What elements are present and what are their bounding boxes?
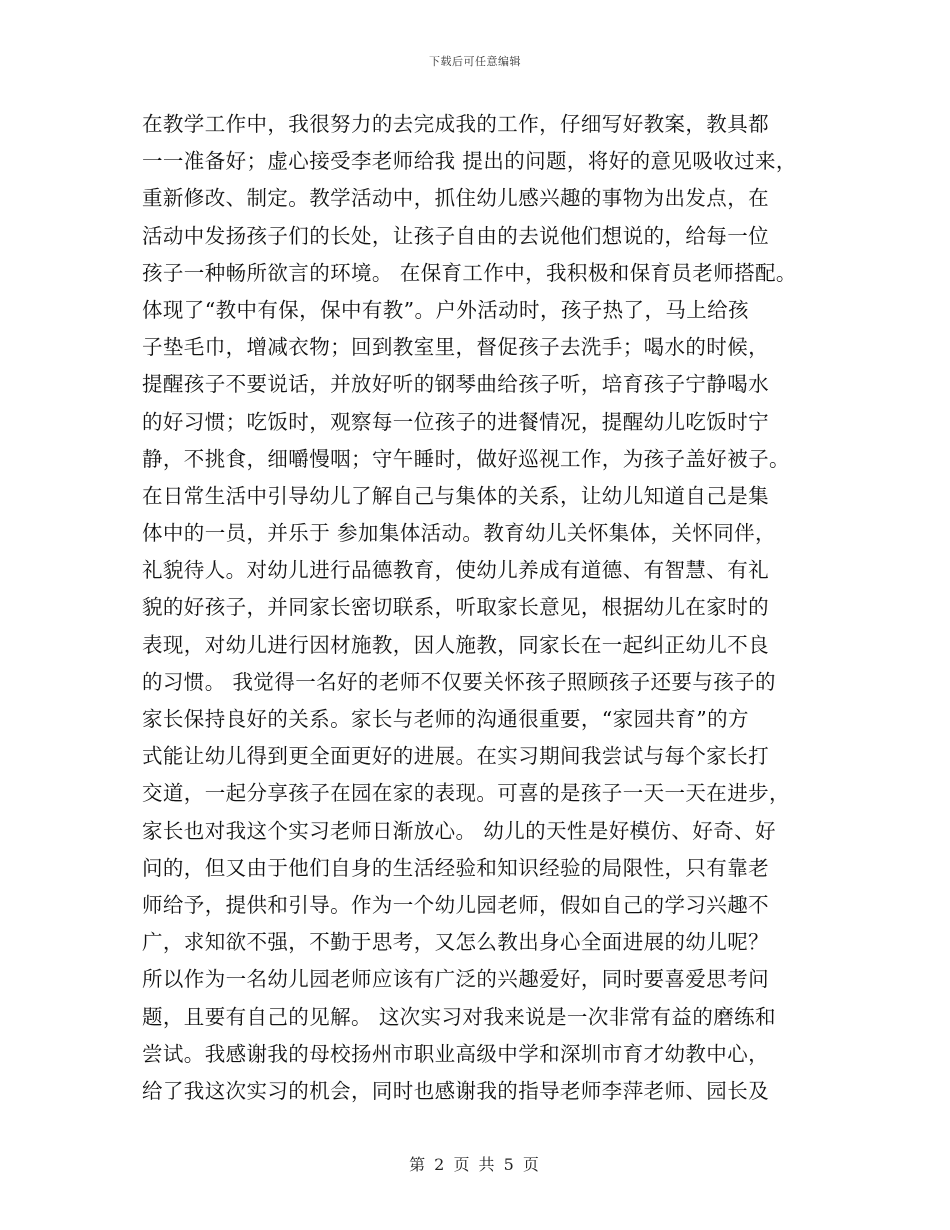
text-line: 表现，对幼儿进行因材施教，因人施教，同家长在一起纠正幼儿不良 (142, 632, 769, 657)
text-line: 题，且要有自己的见解。 这次实习对我来说是一次非常有益的磨练和 (142, 1004, 776, 1029)
text-line: 在教学工作中，我很努力的去完成我的工作，仔细写好教案，教具都 (142, 112, 769, 136)
text-line: 尝试。我感谢我的母校扬州市职业高级中学和深圳市育才幼教中心， (142, 1041, 769, 1066)
page-header-note: 下载后可任意编辑 (429, 55, 521, 68)
text-line: 一一准备好；虚心接受李老师给我 提出的问题，将好的意见吸收过来， (142, 149, 797, 174)
text-line: 在日常生活中引导幼儿了解自己与集体的关系，让幼儿知道自己是集 (142, 483, 769, 508)
text-line: 家长保持良好的关系。家长与老师的沟通很重要，“家园共育”的方 (142, 707, 749, 731)
text-line: 孩子一种畅所欲言的环境。 在保育工作中，我积极和保育员老师搭配。 (142, 260, 797, 285)
text-line: 式能让幼儿得到更全面更好的进展。在实习期间我尝试与每个家长打 (142, 744, 769, 769)
text-line: 重新修改、制定。教学活动中，抓住幼儿感兴趣的事物为出发点，在 (142, 186, 769, 211)
text-line: 子垫毛巾，增减衣物；回到教室里，督促孩子去洗手；喝水的时候， (142, 335, 769, 360)
text-line: 交道，一起分享孩子在园在家的表现。可喜的是孩子一天一天在进步， (142, 781, 790, 806)
text-line: 的好习惯；吃饭时，观察每一位孩子的进餐情况，提醒幼儿吃饭时宁 (142, 409, 769, 434)
text-line: 体中的一员，并乐于 参加集体活动。教育幼儿关怀集体，关怀同伴， (142, 521, 776, 546)
text-line: 广，求知欲不强，不勤于思考，又怎么教出身心全面进展的幼儿呢？ (142, 930, 769, 955)
text-line: 体现了“教中有保，保中有教”。户外活动时，孩子热了，马上给孩 (142, 297, 749, 322)
text-line: 活动中发扬孩子们的长处，让孩子自由的去说他们想说的，给每一位 (142, 223, 769, 248)
text-line: 给了我这次实习的机会，同时也感谢我的指导老师李萍老师、园长及 (142, 1078, 769, 1103)
body-text (142, 106, 822, 1110)
text-line: 家长也对我这个实习老师日渐放心。 幼儿的天性是好模仿、好奇、好 (142, 818, 776, 843)
text-line: 静，不挑食，细嚼慢咽；守午睡时，做好巡视工作，为孩子盖好被子。 (142, 446, 790, 471)
text-line: 师给予，提供和引导。作为一个幼儿园老师，假如自己的学习兴趣不 (142, 892, 769, 917)
page-number: 第 2 页 共 5 页 (409, 1155, 541, 1174)
text-line: 所以作为一名幼儿园老师应该有广泛的兴趣爱好，同时要喜爱思考问 (142, 967, 769, 992)
text-line: 貌的好孩子，并同家长密切联系，听取家长意见，根据幼儿在家时的 (142, 595, 769, 620)
text-line: 礼貌待人。对幼儿进行品德教育，使幼儿养成有道德、有智慧、有礼 (142, 558, 769, 583)
text-line: 问的，但又由于他们自身的生活经验和知识经验的局限性，只有靠老 (142, 855, 769, 880)
text-line: 提醒孩子不要说话，并放好听的钢琴曲给孩子听，培育孩子宁静喝水 (142, 372, 769, 397)
text-line: 的习惯。 我觉得一名好的老师不仅要关怀孩子照顾孩子还要与孩子的 (142, 669, 776, 694)
